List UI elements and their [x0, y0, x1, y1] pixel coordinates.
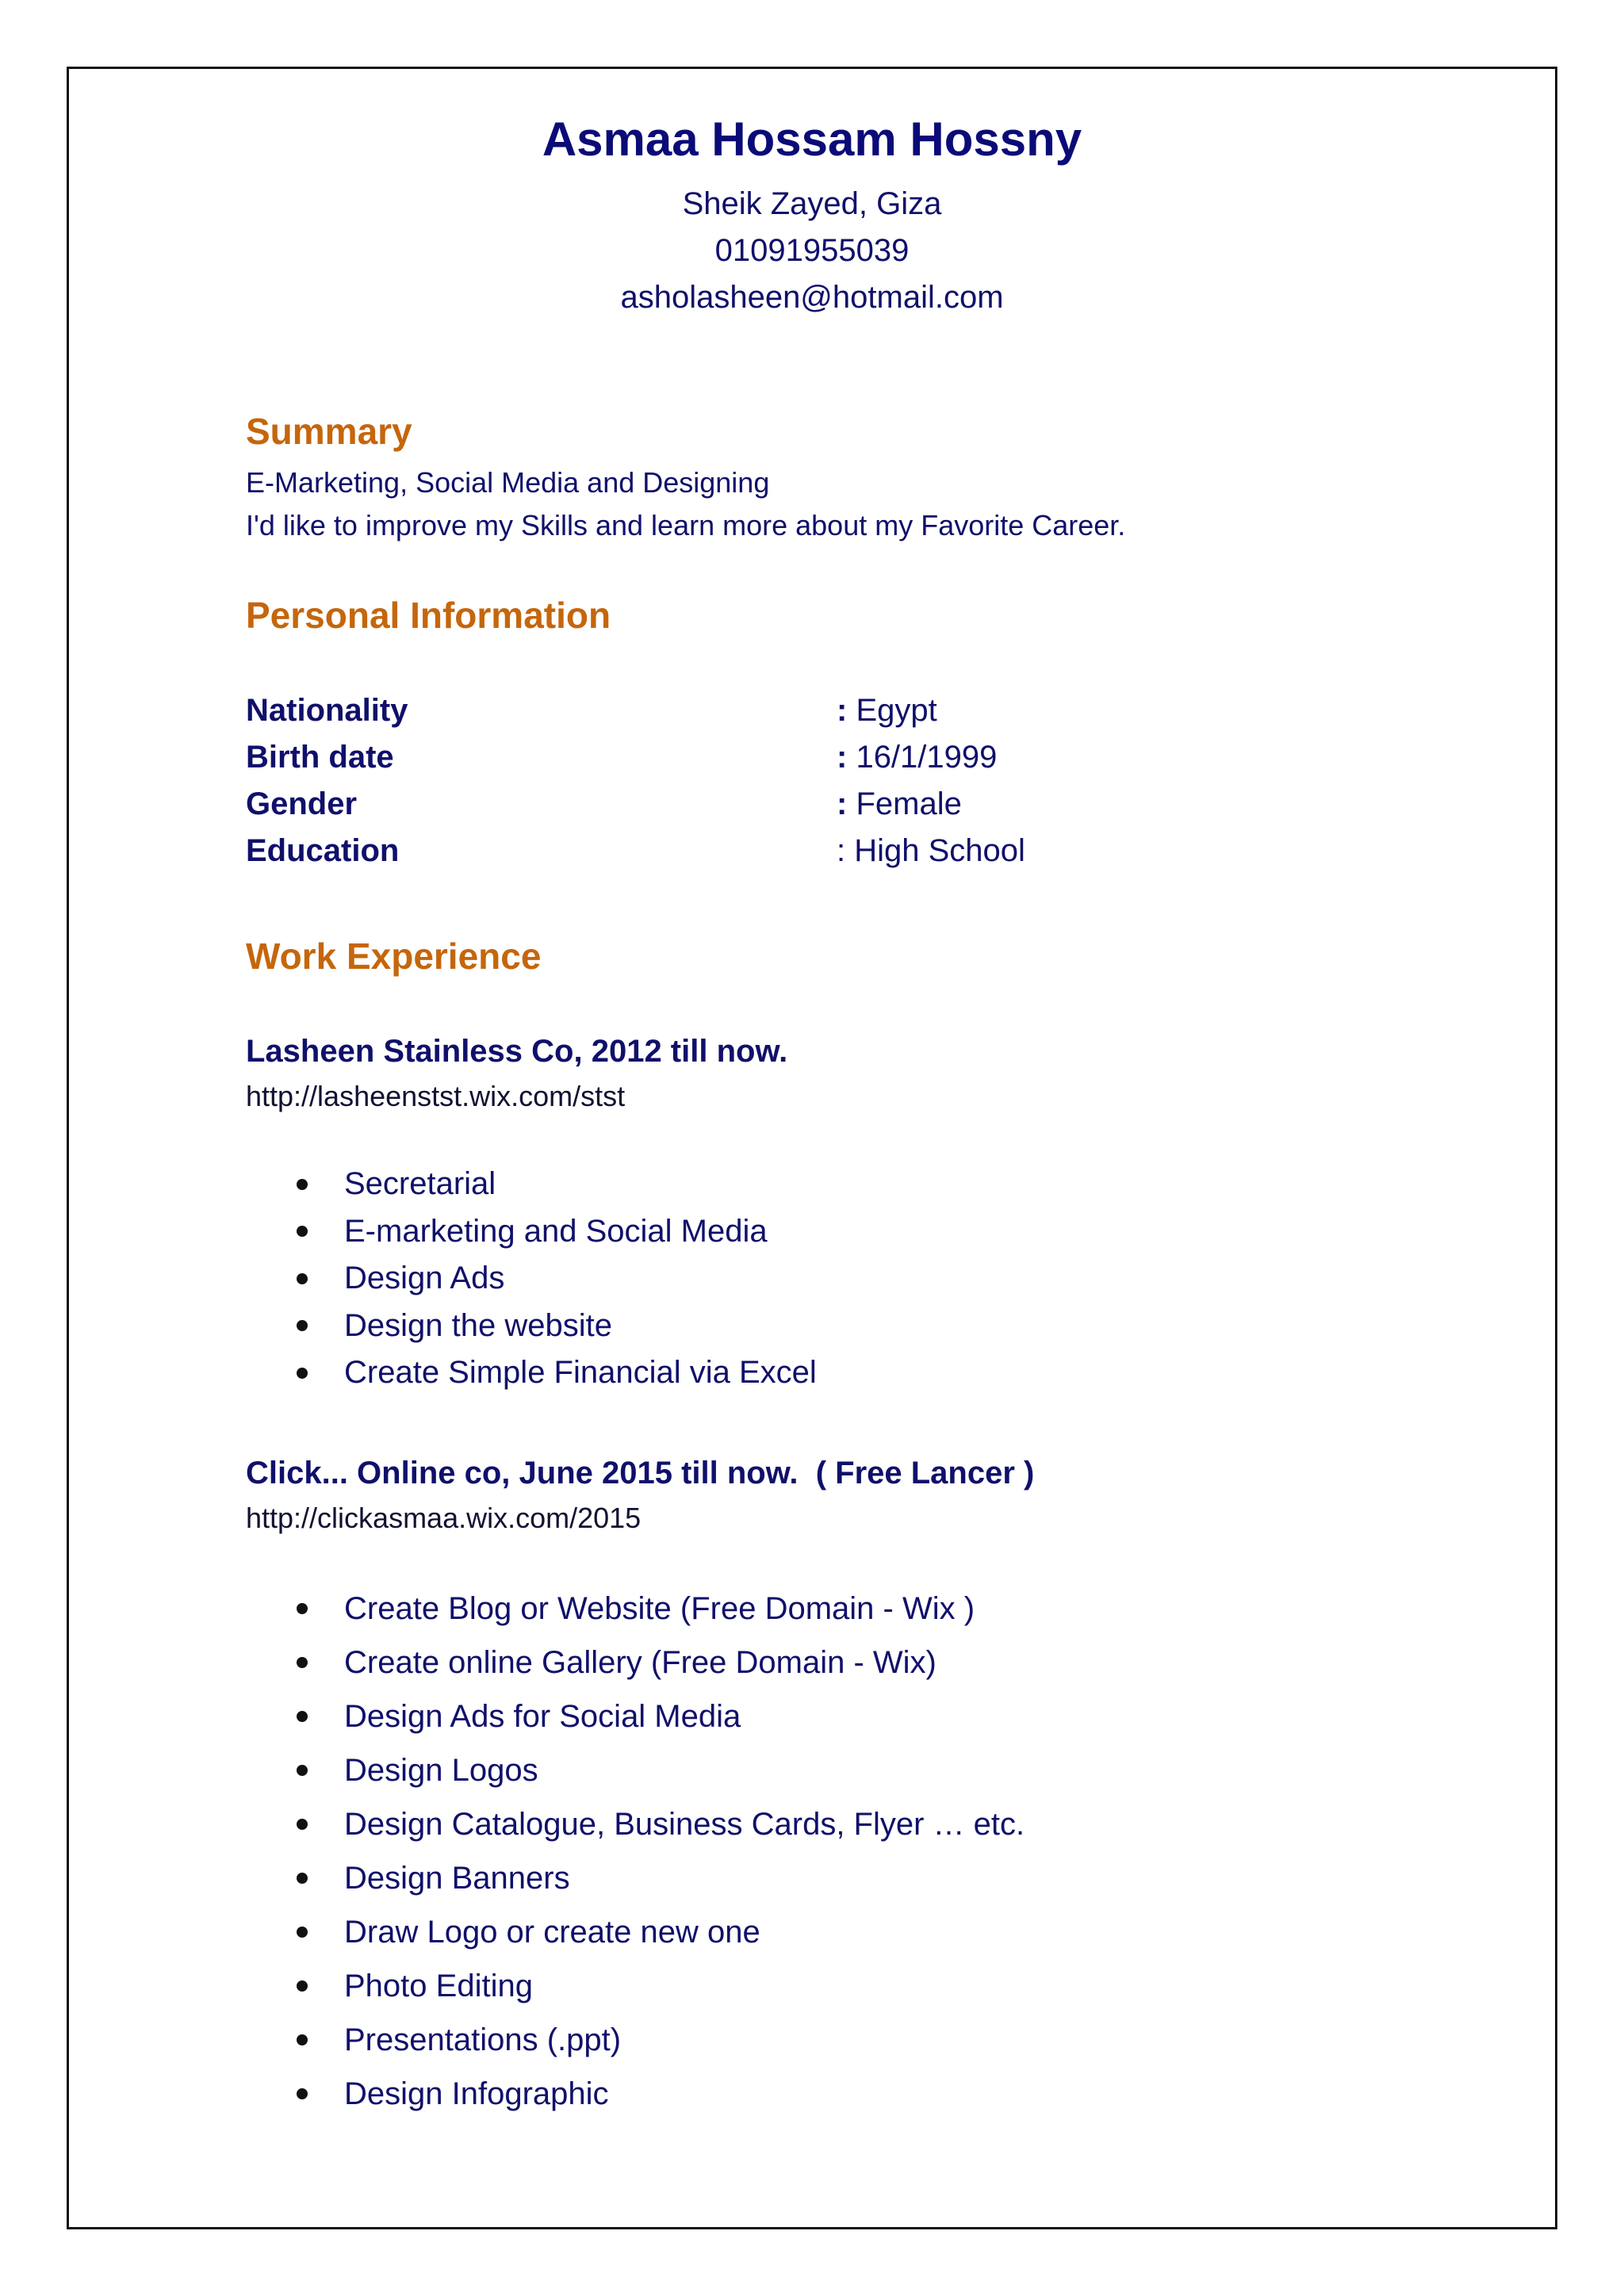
- section-title-summary: Summary: [246, 411, 412, 452]
- list-item: Draw Logo or create new one: [246, 1905, 1435, 1959]
- list-item: Design Catalogue, Business Cards, Flyer … etc.: [246, 1797, 1435, 1851]
- list-item: Photo Editing: [246, 1959, 1435, 2013]
- info-colon: :: [837, 740, 848, 775]
- info-value-text: Female: [847, 786, 962, 821]
- list-item: Create Blog or Website (Free Domain - Wix ): [246, 1582, 1435, 1636]
- candidate-name: Asmaa Hossam Hossny: [542, 113, 1082, 166]
- info-colon: :: [837, 833, 846, 868]
- list-item: Create online Gallery (Free Domain - Wix): [246, 1636, 1435, 1689]
- info-colon: :: [837, 786, 848, 821]
- info-value-birth-date: [837, 734, 997, 781]
- email: asholasheen@hotmail.com: [620, 280, 1004, 315]
- list-item: Design the website: [246, 1303, 1435, 1350]
- list-item: Design Infographic: [246, 2067, 1435, 2121]
- section-title-personal-information: Personal Information: [246, 595, 611, 636]
- address: Sheik Zayed, Giza: [682, 186, 942, 221]
- phone: 01091955039: [714, 233, 910, 268]
- info-value-text: 16/1/1999: [847, 740, 998, 775]
- summary-line: E-Marketing, Social Media and Designing: [246, 466, 770, 499]
- summary-line: I'd like to improve my Skills and learn more about my Favorite Career.: [246, 509, 1126, 541]
- list-item: Design Banners: [246, 1851, 1435, 1905]
- list-item: Design Ads: [246, 1255, 1435, 1303]
- info-label-gender: Gender: [246, 786, 358, 821]
- info-label-nationality: Nationality: [246, 693, 408, 728]
- section-title-work-experience: Work Experience: [246, 936, 542, 977]
- list-item: Design Logos: [246, 1743, 1435, 1797]
- info-value-education: [837, 828, 1025, 874]
- info-value-nationality: [837, 687, 937, 734]
- job-title: Lasheen Stainless Co, 2012 till now.: [246, 1034, 788, 1069]
- job-duties-list: [246, 1582, 1435, 2121]
- info-colon: :: [837, 693, 848, 728]
- job-url: http://clickasmaa.wix.com/2015: [246, 1502, 642, 1534]
- job-title: Click... Online co, June 2015 till now. ( Free Lancer ): [246, 1456, 1035, 1490]
- job-url: http://lasheenstst.wix.com/stst: [246, 1080, 626, 1112]
- list-item: Design Ads for Social Media: [246, 1689, 1435, 1743]
- list-item: E-marketing and Social Media: [246, 1208, 1435, 1256]
- list-item: Presentations (.ppt): [246, 2013, 1435, 2067]
- list-item: Create Simple Financial via Excel: [246, 1349, 1435, 1397]
- info-label-education: Education: [246, 833, 400, 868]
- info-value-gender: [837, 781, 962, 828]
- info-label-birth-date: Birth date: [246, 740, 394, 775]
- list-item: Secretarial: [246, 1161, 1435, 1208]
- info-value-text: High School: [845, 833, 1025, 868]
- info-value-text: Egypt: [847, 693, 937, 728]
- job-duties-list: [246, 1161, 1435, 1397]
